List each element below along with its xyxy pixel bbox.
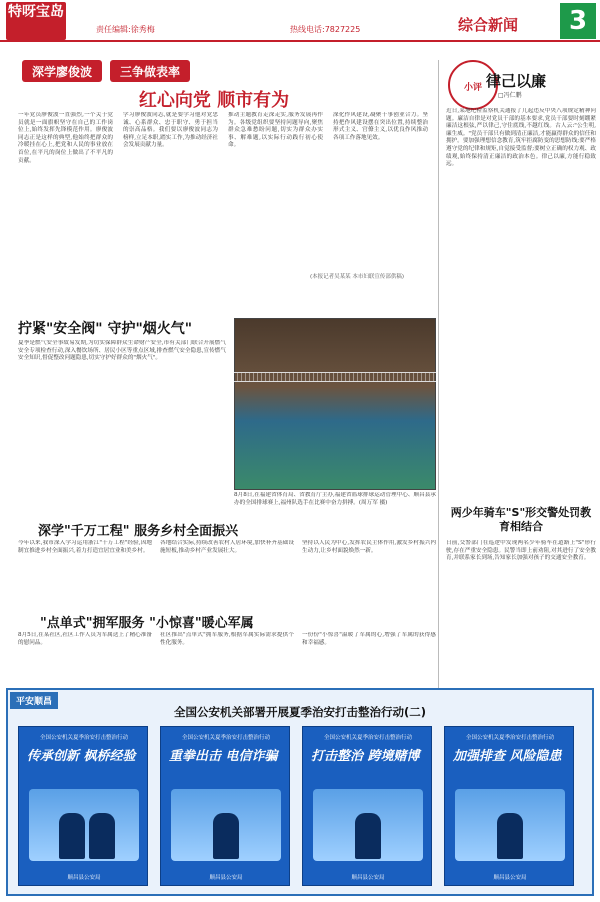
poster-slogan: 传承创新 枫桥经验 [27,749,136,764]
story4-headline: "点单式"拥军服务 "小惊喜"暖心军属 [40,616,254,631]
safety-headline: 全国公安机关部署开展夏季治安打击整治行动(二) [173,705,426,719]
feature-credit: (本报记者吴某某 本市妇联宣传部供稿) [310,274,405,280]
police-figure-icon [497,813,523,859]
story2-body: 夏季是燃气安全事故易发期,为切实保障群众生命财产安全,市有关部门联合开展燃气安全专项检查行动,深入餐饮场所、居民小区等重点区域,排查燃气安全隐患,宣传燃气安全知识,督促整改问题隐患,切实守护好群众的"烟火气"。 [18,340,226,362]
story3-column: 各地结合实际,持续改善农村人居环境,加快补齐基础设施短板,推动乡村产业发展壮大。 [160,540,294,554]
safety-poster-1 [18,726,148,886]
hotline: 热线电话:7827225 [290,25,361,34]
editor-credit: 责任编辑:徐秀梅 [96,25,155,34]
story3-column: 今年以来,我市深入学习运用浙江"千万工程"经验,因地制宜推进乡村全面振兴,着力打造宜居宜业和美乡村。 [18,540,152,554]
poster-slogan: 重拳出击 电信诈骗 [169,749,278,764]
safety-poster-2 [160,726,290,886]
feature-column: 学习廖俊波同志,就是要学习他对党忠诚、心系群众、忠于职守、勇于担当的崇高品格。我们要以廖俊波同志为榜样,立足本职,踏实工作,为推动经济社会发展贡献力量。 [123,112,218,149]
police-figure-icon [59,813,85,859]
feature-banner [22,60,190,82]
volleyball-photo [234,318,436,490]
safety-tag: 平安顺昌 [10,692,58,709]
feature-column: 一年党员廖俊波一直强烈,一个关于党员就是一面旗帜坚守在自己的工作岗位上,始终发挥先锋模范作用。廖俊波同志正是这样的典型,他始终把群众的冷暖挂在心上,把党和人民的事业放在首位,在平凡的岗位上做出了不平凡的贡献。 [18,112,113,164]
section-name: 综合新闻 [458,16,519,34]
story2-headline: 拧紧"安全阀" 守护"烟火气" [18,321,193,337]
story3-body [18,540,436,608]
commentary-title: 律己以廉 [486,72,547,90]
poster-footer: 顺昌县公安局 [493,875,527,881]
right-story-headline: 两少年骑车"S"形交警处罚教育相结合 [450,506,592,533]
poster-header: 全国公安机关夏季治安打击整治行动 [465,735,554,741]
police-figure-icon [355,813,381,859]
photo-caption: 8月8日,在福建省体育局、省教育厅主办,福建省篮球排球运动管理中心、顺昌县承办的全国排球赛上,福州队选手在比赛中奋力拼搏。(周万军 摄) [234,492,436,506]
poster-header: 全国公安机关夏季治安打击整治行动 [323,735,412,741]
poster-footer: 顺昌县公安局 [67,875,101,881]
story3-column: 坚持以人民为中心,发挥农民主体作用,激发乡村振兴内生动力,让乡村面貌焕然一新。 [302,540,436,554]
right-story-body: 日前,交警部门在巡逻中发现两名少年骑车在道路上"S"形行驶,存在严重安全隐患。民警当即上前劝阻,对其进行了安全教育,并联系家长到场,告知家长加强对孩子的交通安全教育。 [446,540,596,562]
poster-slogan: 加强排查 风险隐患 [453,749,562,764]
police-figure-icon [213,813,239,859]
story4-column: 社区推出"点单式"拥军服务,根据军属实际需求提供个性化服务。 [160,632,294,646]
feature-body [18,112,428,270]
feature-column: 深化作风建设,凝聚干事创业合力。坚持把作风建设摆在突出位置,持续整治形式主义、官僚主义,以优良作风推动各项工作落地见效。 [333,112,428,141]
commentary-badge-icon: 小评 [448,60,498,110]
newspaper-logo: 特呀宝岛 [6,2,66,40]
banner-pill-2: 三争做表率 [110,60,190,82]
feature-headline: 红心向党 顺市有为 [138,90,290,111]
story4-body [18,632,436,678]
banner-pill-1: 深学廖俊波 [22,60,102,82]
poster-footer: 顺昌县公安局 [209,875,243,881]
commentary-author: □冯仁鹏 [498,92,522,99]
volleyball-net-icon [234,372,436,382]
story3-headline: 深学"千万工程" 服务乡村全面振兴 [38,524,239,539]
poster-header: 全国公安机关夏季治安打击整治行动 [39,735,128,741]
commentary-body: 近日,某地纪检监察机关通报了几起违反中央八项规定精神问题。廉洁自律是对党员干部的基本要求,党员干部要时刻绷紧廉洁这根弦,严以律己,守住底线,不越红线。古人云:"公生明,廉生威。"党员干部只有做到清正廉洁,才能赢得群众的信任和拥护。要加强理想信念教育,筑牢拒腐防变的思想防线;要严格遵守党的纪律和规矩,自觉接受监督;要树立正确的权力观、政绩观,始终保持清正廉洁的政治本色。律己以廉,方能行稳致远。 [446,108,596,168]
page-number: 3 [560,3,596,39]
poster-footer: 顺昌县公安局 [351,875,385,881]
safety-poster-4 [444,726,574,886]
story4-column: 8月5日,在某社区,社区工作人员为军属送上了精心准备的慰问品。 [18,632,152,646]
safety-poster-3 [302,726,432,886]
police-figure-icon [89,813,115,859]
feature-column: 推动主题教育走深走实,服务发展再作为。各级党组织要坚持问题导向,聚焦群众急难愁盼问题,切实为群众办实事、解难题,以实际行动践行初心使命。 [228,112,323,149]
story4-column: 一份份"小惊喜"温暖了军属的心,增强了军属的获得感和幸福感。 [302,632,436,646]
poster-slogan: 打击整治 跨境赌博 [311,749,420,764]
poster-header: 全国公安机关夏季治安打击整治行动 [181,735,270,741]
